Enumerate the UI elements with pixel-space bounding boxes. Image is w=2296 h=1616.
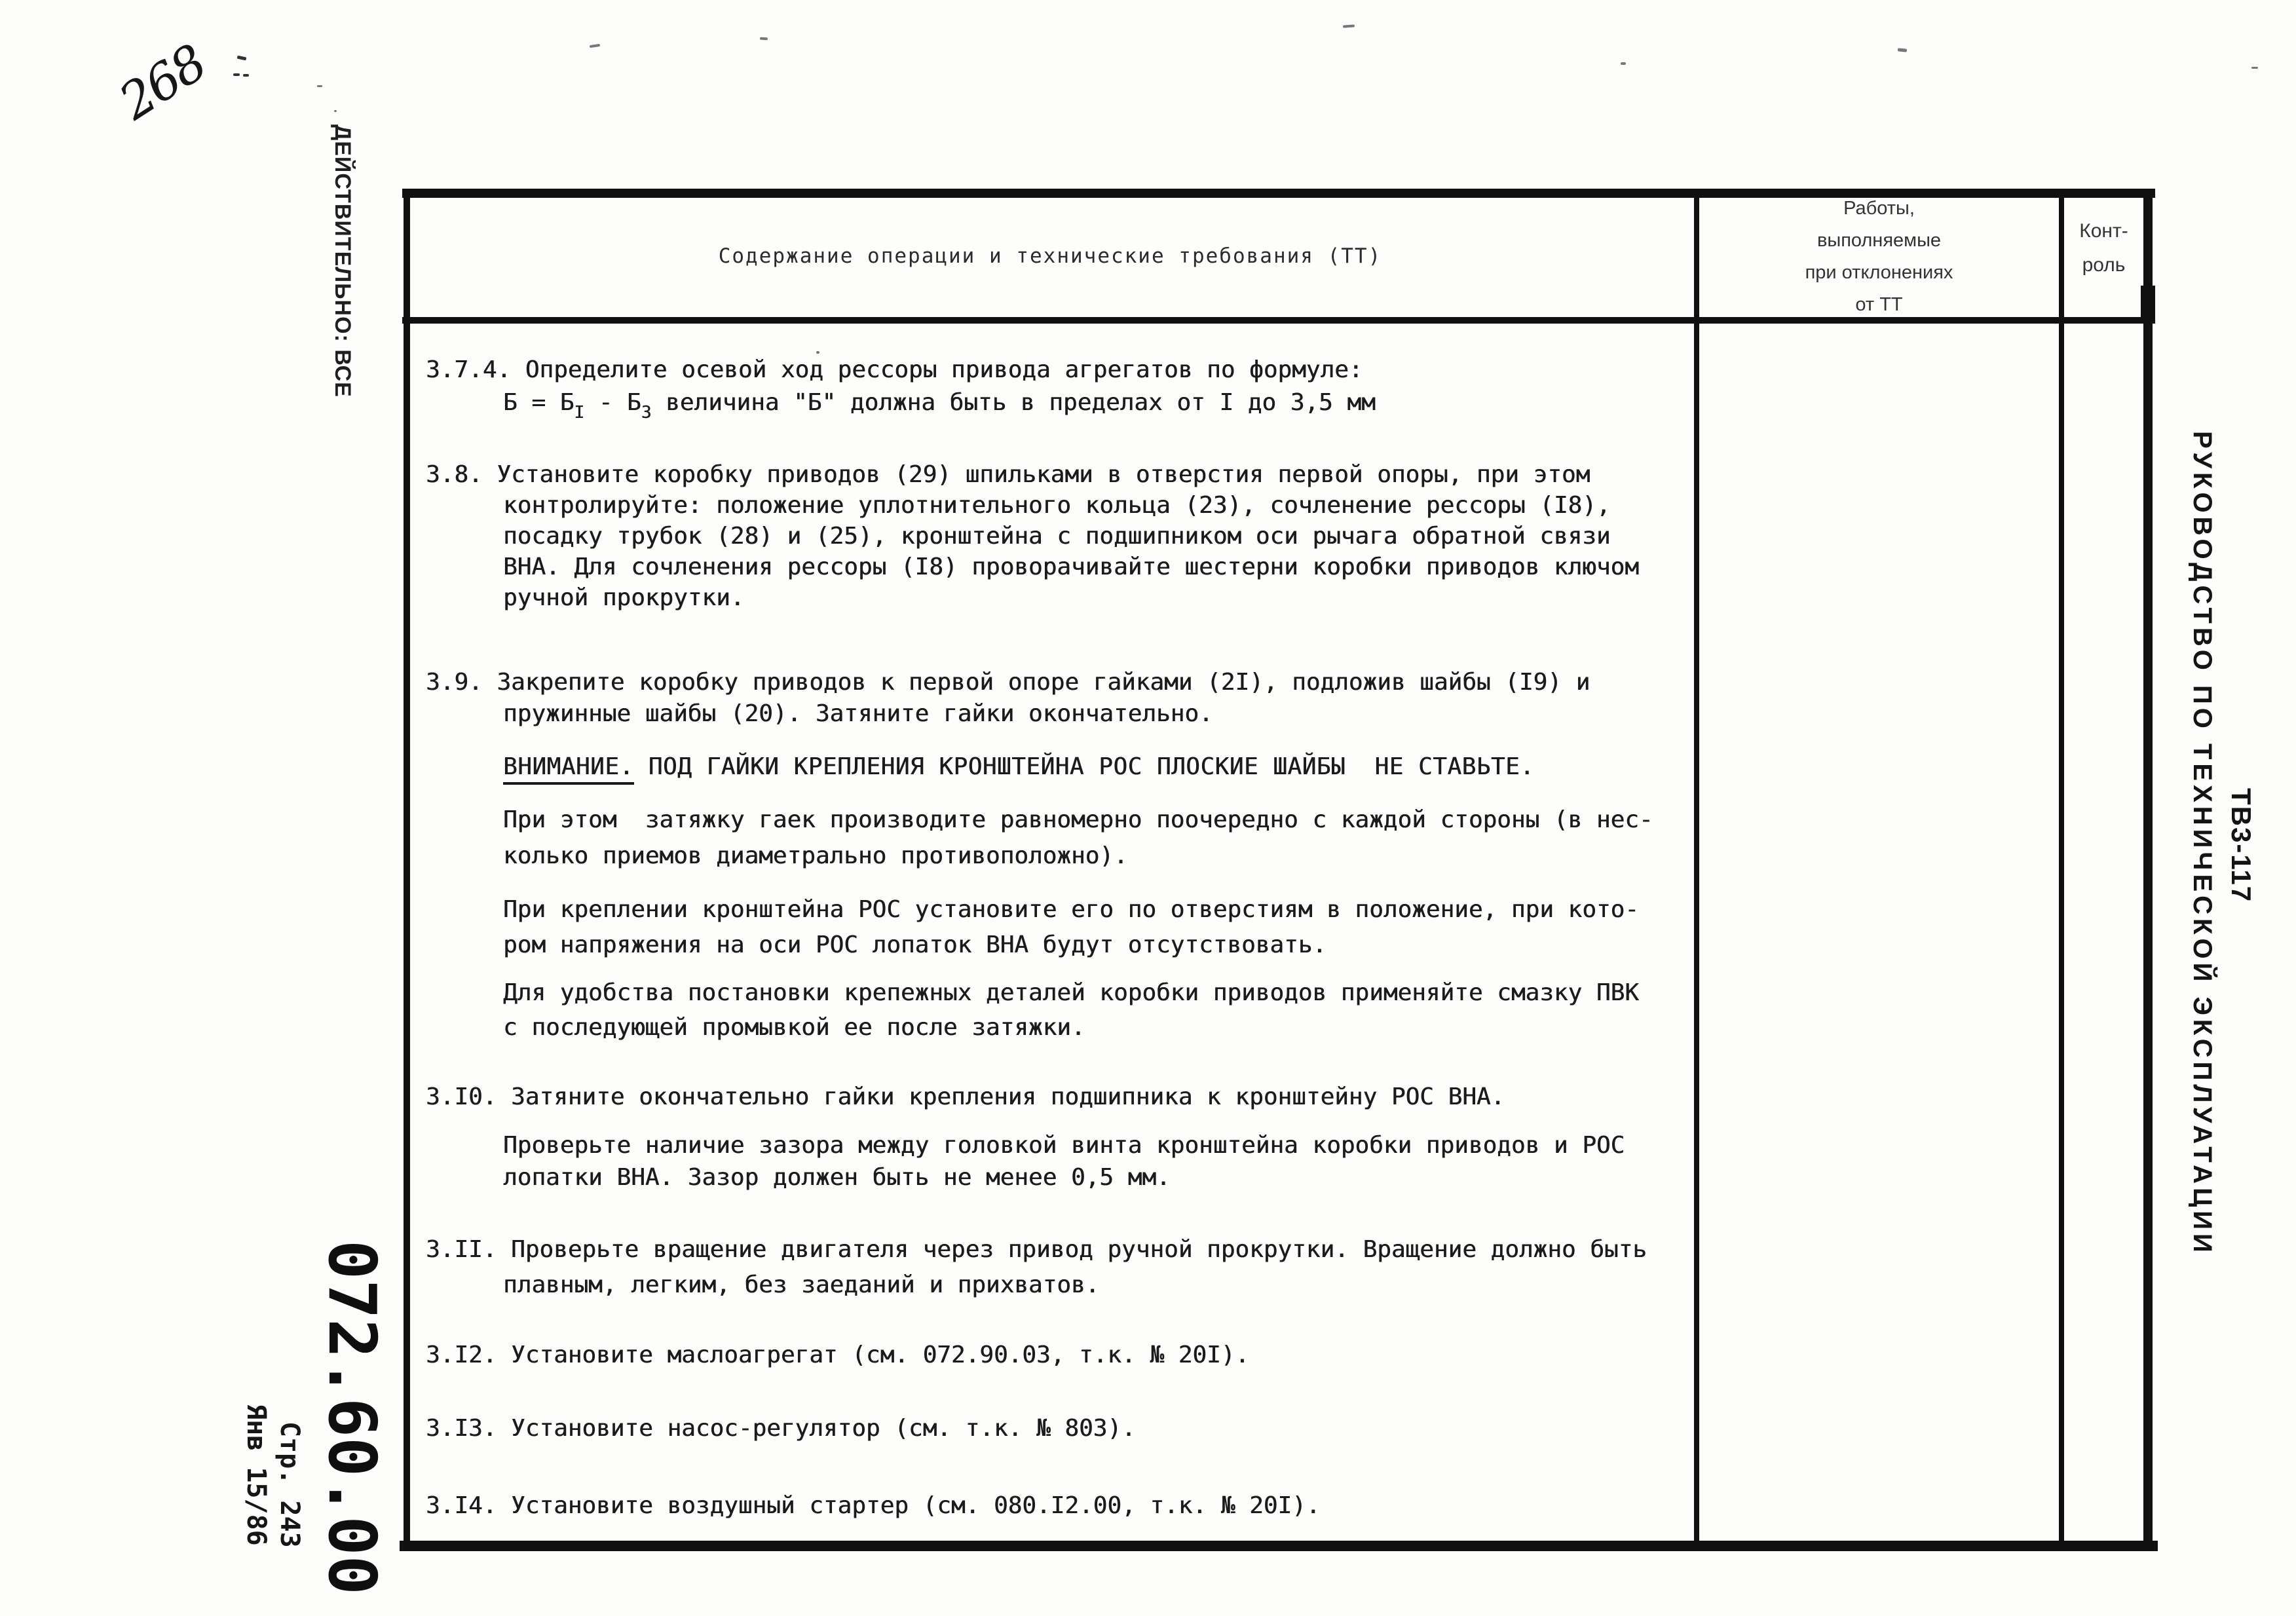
scan-speckle [1343,24,1355,28]
formula-subscript: 3 [641,403,652,423]
table-border-bottom [400,1541,2158,1551]
formula-subscript: I [574,403,585,423]
operation-line: с последующей промывкой ее после затяжки. [503,1014,1085,1041]
operation-line: 3.7.4. Определите осевой ход рессоры привода агрегатов по формуле: [426,356,1363,383]
operation-line: колько приемов диаметрально противоположно). [503,842,1128,869]
table-border-top [402,189,2155,198]
operation-line: Проверьте наличие зазора между головкой винта кронштейна коробки приводов и РОС [503,1132,1625,1159]
scan-speckle [1898,48,1907,52]
formula-part: - Б [584,389,641,416]
column-header-operations: Содержание операции и технические требования (ТТ) [718,244,1382,268]
table-column-divider-2 [2059,189,2064,1551]
formula-part: величина "Б" должна быть в пределах от I до 3,5 мм [651,389,1376,416]
ink-mark [243,74,249,77]
table-header-divider [402,317,2155,324]
scan-speckle [317,85,322,87]
operation-line: посадку трубок (28) и (25), кронштейна с подшипником оси рычага обратной связи [503,523,1611,550]
column-header-deviations-line: Работы, [1843,198,1915,219]
formula-part: Б = Б [503,389,574,416]
scan-speckle [760,37,768,41]
operation-line: ручной прокрутки. [503,584,745,611]
validity-note: ДЕЙСТВИТЕЛЬНО: ВСЕ [330,124,355,398]
operation-line: 3.II. Проверьте вращение двигателя через привод ручной прокрутки. Вращение должно быть [426,1236,1647,1263]
table-column-divider-1 [1694,189,1699,1551]
column-header-deviations-line: при отклонениях [1805,262,1953,283]
engine-model-label: ТВ3-117 [2226,788,2257,903]
operation-line: 3.I3. Установите насос-регулятор (см. т.к. № 803). [426,1415,1136,1442]
table-border-left [404,189,410,1551]
column-header-control-line: Конт- [2079,220,2128,242]
operation-line: 3.I0. Затяните окончательно гайки крепления подшипника к кронштейну РОС ВНА. [426,1083,1505,1110]
operation-line: 3.I2. Установите маслоагрегат (см. 072.90.03, т.к. № 20I). [426,1342,1250,1368]
ink-mark [237,56,247,61]
document-code: 072.60.00 [314,1240,390,1595]
operation-line: Для удобства постановки крепежных деталей коробки приводов применяйте смазку ПВК [503,979,1639,1006]
operation-line: 3.8. Установите коробку приводов (29) шпильками в отверстия первой опоры, при этом [426,461,1590,488]
attention-text: ПОД ГАЙКИ КРЕПЛЕНИЯ КРОНШТЕЙНА РОС ПЛОСКИЕ ШАЙБЫ НЕ СТАВЬТЕ. [633,753,1535,780]
attention-line [503,755,1534,780]
operation-line: контролируйте: положение уплотнительного кольца (23), сочленение рессоры (I8), [503,492,1611,519]
operation-line: плавным, легким, без заеданий и прихватов. [503,1271,1100,1298]
operation-line: 3.I4. Установите воздушный стартер (см. 080.I2.00, т.к. № 20I). [426,1492,1321,1519]
column-header-control-line: роль [2082,254,2126,276]
scan-speckle [2251,67,2258,69]
ink-mark [233,73,240,76]
operation-line: пружинные шайбы (20). Затяните гайки окончательно. [503,700,1213,727]
scan-speckle [1621,62,1626,65]
operation-line: лопатки ВНА. Зазор должен быть не менее 0,5 мм. [503,1164,1171,1191]
table-border-right [2143,189,2153,1551]
operation-line: ром напряжения на оси РОС лопаток ВНА будут отсутствовать. [503,931,1327,958]
column-header-deviations-line: выполняемые [1816,230,1942,251]
ink-blob [2141,286,2155,322]
column-header-deviations-line: от ТТ [1855,294,1903,315]
handwritten-page-number: 268 [109,33,216,131]
page-number-label: Стр. 243 [274,1421,305,1548]
attention-label: ВНИМАНИЕ. [503,753,634,785]
scan-speckle [816,351,819,354]
operation-line: ВНА. Для сочленения рессоры (I8) проворачивайте шестерни коробки приводов ключом [503,554,1639,580]
operation-line: При креплении кронштейна РОС установите его по отверстиям в положение, при кото- [503,896,1639,923]
manual-title: РУКОВОДСТВО ПО ТЕХНИЧЕСКОЙ ЭКСПЛУАТАЦИИ [2188,431,2217,1256]
operation-formula-line [503,389,1376,423]
scan-speckle [334,110,337,112]
operation-line: 3.9. Закрепите коробку приводов к первой опоре гайками (2I), подложив шайбы (I9) и [426,669,1590,696]
issue-date-label: Янв 15/86 [241,1404,271,1546]
scan-speckle [590,44,600,48]
operation-line: При этом затяжку гаек производите равномерно поочередно с каждой стороны (в нес- [503,806,1653,833]
